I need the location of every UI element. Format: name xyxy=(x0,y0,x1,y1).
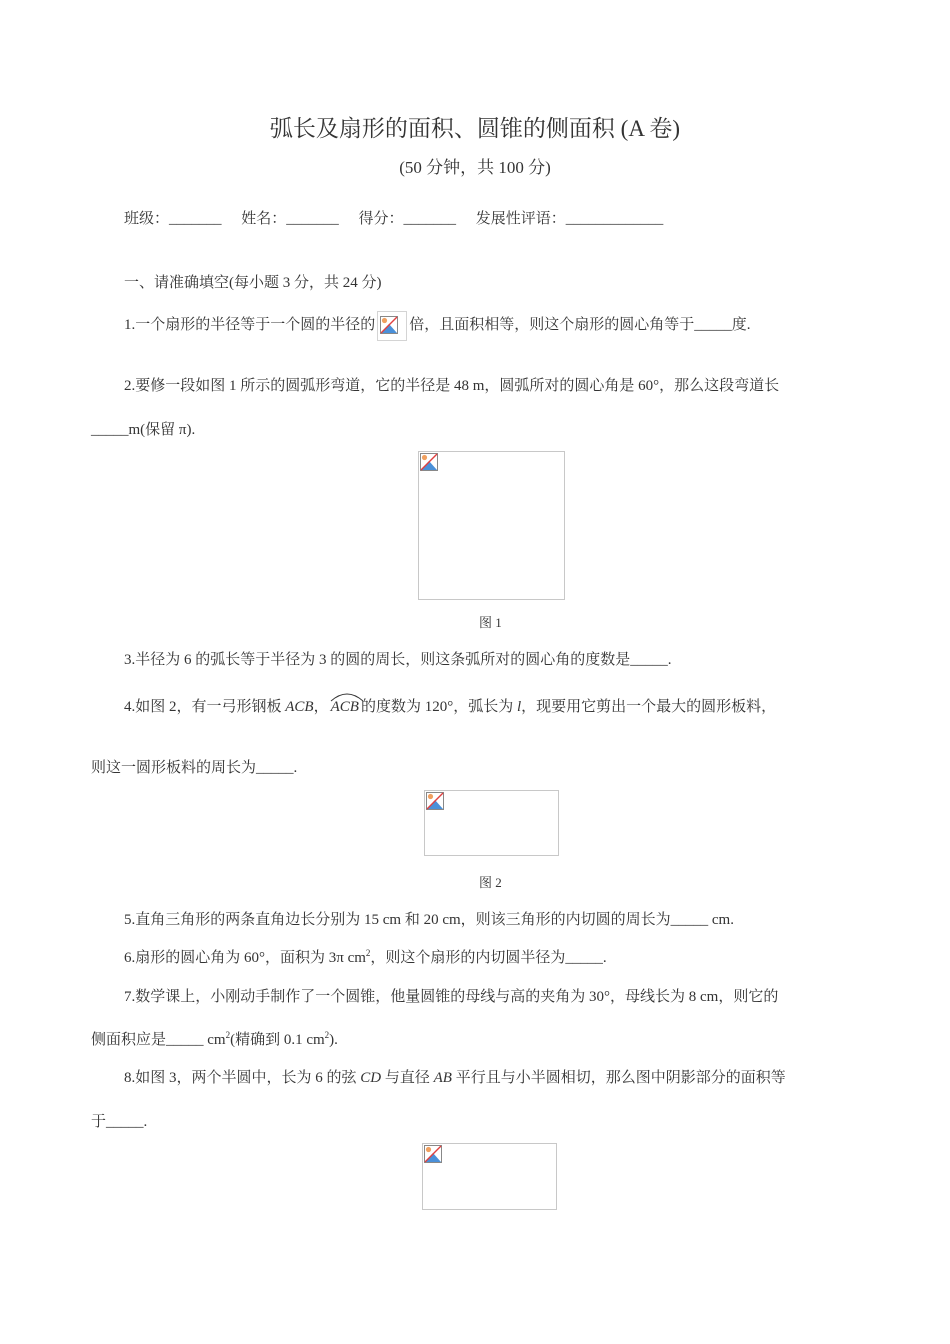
name-field: 姓名：_______ xyxy=(241,211,339,227)
question-6-sup: 2 xyxy=(365,948,371,958)
question-7-sup-1: 2 xyxy=(225,1030,231,1040)
page-title: 弧长及扇形的面积、圆锥的侧面积 (A 卷) xyxy=(269,116,681,141)
question-1 xyxy=(124,311,751,341)
comment-field: 发展性评语：_____________ xyxy=(475,211,664,227)
question-6-text-b: ，则这个扇形的内切圆半径为_____. xyxy=(370,950,607,966)
section-heading: 一、请准确填空(每小题 3 分，共 24 分) xyxy=(124,275,382,291)
class-field: 班级：_______ xyxy=(124,211,222,227)
figure-3-image xyxy=(422,1143,557,1210)
arc-acb-label: ACB xyxy=(330,699,359,715)
broken-image-icon xyxy=(426,792,444,810)
question-4-text-a: 4.如图 2，有一弓形钢板 xyxy=(124,699,286,715)
question-1-text-a: 1.一个扇形的半径等于一个圆的半径的 xyxy=(124,317,376,333)
question-7-line-2 xyxy=(91,1028,338,1049)
broken-image-icon xyxy=(420,453,438,471)
broken-image-icon xyxy=(380,316,398,334)
question-4-line-2: 则这一圆形板料的周长为_____. xyxy=(91,760,298,776)
question-8-text-c: 平行且与小半圆相切，那么图中阴影部分的面积等 xyxy=(451,1070,786,1086)
question-4-text-c: ，现要用它剪出一个最大的圆形板料， xyxy=(521,699,777,715)
question-3: 3.半径为 6 的弧长等于半径为 3 的圆的周长，则这条弧所对的圆心角的度数是_____. xyxy=(124,652,672,668)
label-l: l xyxy=(516,699,522,715)
question-2-line-1: 2.要修一段如图 1 所示的圆弧形弯道，它的半径是 48 m，圆弧所对的圆心角是 60°，那么这段弯道长 xyxy=(124,378,780,394)
page-subtitle: (50 分钟，共 100 分) xyxy=(399,158,551,177)
question-7-sup-2: 2 xyxy=(324,1030,330,1040)
question-4-comma: ， xyxy=(313,699,329,715)
question-7-text-c: ). xyxy=(329,1032,338,1048)
figure-1-caption: 图 1 xyxy=(479,615,502,630)
question-6-text-a: 6.扇形的圆心角为 60°，面积为 3π cm xyxy=(124,950,366,966)
label-acb: ACB xyxy=(285,699,314,715)
figure-2-image xyxy=(424,790,559,856)
question-6 xyxy=(124,946,607,967)
question-4-text-b: 的度数为 120°，弧长为 xyxy=(360,699,517,715)
score-field: 得分：_______ xyxy=(358,211,457,227)
figure-2-caption: 图 2 xyxy=(479,875,502,890)
question-7-text-a: 侧面积应是_____ cm xyxy=(91,1032,226,1048)
question-8-text-a: 8.如图 3，两个半圆中，长为 6 的弦 xyxy=(124,1070,361,1086)
question-1-text-b: 倍，且面积相等，则这个扇形的圆心角等于_____度. xyxy=(409,317,751,333)
question-2-line-2: _____m(保留 π). xyxy=(91,422,196,438)
arc-acb-symbol xyxy=(331,699,359,716)
figure-1-image xyxy=(418,451,565,600)
question-8-text-b: 与直径 xyxy=(381,1070,434,1086)
label-ab: AB xyxy=(433,1070,452,1086)
label-cd: CD xyxy=(360,1070,382,1086)
question-4-line-1 xyxy=(124,695,776,716)
question-7-line-1: 7.数学课上，小刚动手制作了一个圆锥，他量圆锥的母线与高的夹角为 30°，母线长为 8 cm，则它的 xyxy=(124,989,779,1005)
inline-fraction-image xyxy=(377,311,407,341)
question-5: 5.直角三角形的两条直角边长分别为 15 cm 和 20 cm，则该三角形的内切圆的周长为_____ cm. xyxy=(124,912,734,928)
question-8-line-1 xyxy=(124,1066,786,1087)
student-info-row xyxy=(124,207,679,228)
question-8-line-2: 于_____. xyxy=(91,1114,148,1130)
arc-mark-icon xyxy=(329,690,365,702)
question-7-text-b: (精确到 0.1 cm xyxy=(230,1032,325,1048)
broken-image-icon xyxy=(424,1145,442,1163)
